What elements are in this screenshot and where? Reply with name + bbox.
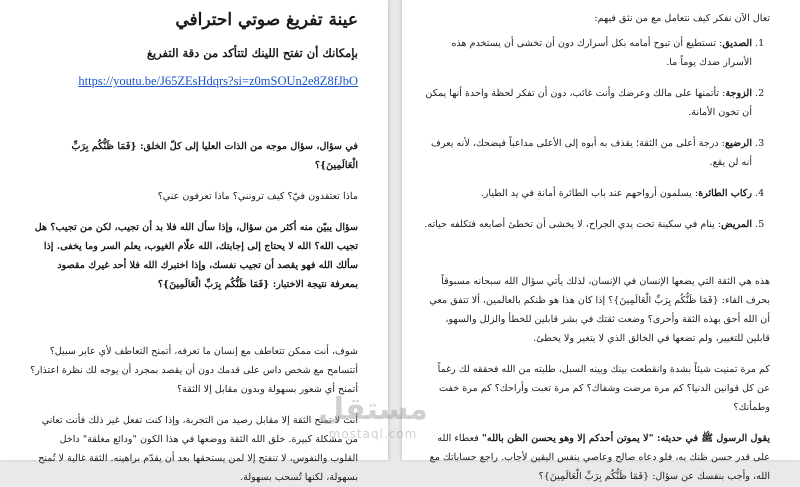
paragraph-explanation: سؤال يبيّن منه أكثر من سؤال، وإذا سأل الله فلا بد أن تجيب، لكن من تجيب؟ هل تجيب الله؟ الله لا يحتاج إلى إجابتك، الله علّام الغيوب، يعلم السر وما يخفى. إذا سألك الله فهو يقصد أن تجيب نفسك، وإذا اختبرك الله فلا أحد غيرك مقصود بمعرفة نتيجة الاختبار: {فَمَا ظَنُّكُم بِرَبِّ الْعَالَمِينَ}؟ [34,222,358,290]
list-item [422,215,752,234]
list-item [422,134,752,172]
list-item-label: المريض [721,219,752,230]
watermark-latin: mostaql.com [328,427,418,441]
trust-list [422,34,770,234]
list-item [422,184,752,203]
list-item-text: : تستطيع أن تبوح أمامه بكل أسرارك دون أن تخشى أن يستخدم هذه الأسرار ضدك يوماً ما. [451,38,752,68]
paragraph-hadith [422,429,770,486]
list-item-text: : يسلمون أرواحهم عند باب الطائرة أمانة في يد الطيار. [480,188,699,199]
list-item-label: الرضيع [724,138,752,149]
paragraph-human-trust: هذه هي الثقة التي يضعها الإنسان في الإنسان، لذلك يأتي سؤال الله سبحانه مسبوقاً بحرف الفاء: {فَمَا ظَنُّكُم بِرَبِّ الْعَالَمِينَ}؟ إذا كان هذا هو ظنكم بالعالمين، ألا تتفق معي أن الله أحق بهذه الثقة وأحرى؟ وضعت ثقتك في بشر قابلين للخطأ والزلل والسهو، قابلين للتغيير، ولم تضعها في الخالق الذي لا يتغير ولا يخطئ. [429,276,770,344]
list-item-text: : درجة أعلى من الثقة؛ يقذف به أبوه إلى الأعلى مداعباً فيضحك، لأنه يعرف أنه لن يقع. [430,138,752,168]
hadith-quote: يقول الرسول ﷺ في حديثه: "لا يموتن أحدكم إلا وهو يحسن الظن بالله" [481,433,770,444]
document-subtitle: بإمكانك أن تفتح اللينك لتتأكد من دقة التفريغ [146,46,358,60]
watermark-arabic: مستقل [318,392,428,427]
paragraph-answered-prayers: كم مرة تمنيت شيئاً بشدة وانقطعت بينك وبينه السبل، طلبته من الله فحققه لك رغماً عن كل قوانين الدنيا؟ كم مرة مرضت وشفاك؟ كم مرة تعبت وأراحك؟ كم مرة خفت وطمأنك؟ [437,364,770,413]
document-title: عينة تفريغ صوتي احترافي [175,10,358,30]
document-page-left [0,0,388,483]
list-item-text: : ينام في سكينة تحت يدي الجراح، لا يخشى أن تخطئ أصابعه فتكلفه حياته. [424,219,722,230]
paragraph-question: في سؤال، سؤال موجه من الذات العليا إلى كلّ الخلق: {فَمَا ظَنُّكُم بِرَبِّ الْعَالَمِينَ}؟ [71,141,358,171]
youtube-link[interactable]: https://youtu.be/J65ZEsHdqrs?si=z0mSOUn2e8Z8fJbO [78,74,358,88]
paragraph-trust: أنت لا تمنح الثقة إلا مقابل رصيد من التجربة، وإذا كنت تفعل غير ذلك فأنت تعاني من مشكلة كبيرة. خلق الله الثقة ووضعها في هذا الكون "ودائع مغلقة" داخل القلوب والنفوس، لا تنفتح إلا لمن يستحقها بعد أن يقدّم براهينه. الثقة غالية لا تُمنح بسهولة، لكنها تُسحب بسهولة. [38,415,358,483]
list-item-text: : تأتمنها على مالك وعرضك وأنت غائب، دون أن تفكر لحظة واحدة أنها يمكن أن تخون الأمانة. [425,88,752,118]
paragraph-empathy: شوف، أنت ممكن تتعاطف مع إنسان ما تعرفه، أتمنح التعاطف لأي عابر سبيل؟ أتتسامح مع شخص داس على قدمك دون أن يقصد بمجرد أن يوجه لك نظرة اعتذار؟ أتمنح أي شعور بسهولة وبدون مقابل إلا الثقة؟ [30,346,358,395]
paragraph-short: ماذا تعتقدون فيّ؟ كيف ترونني؟ ماذا تعرفون عني؟ [157,191,358,202]
hadith-commentary: فعطاء الله على قدر حسن ظنك به، فلو دعاه صالح وعاصي بنفس اليقين لأجاب. راجع حساباتك مع الله، وأجب بنفسك عن سؤال: {فَمَا ظَنُّكُم بِرَبِّ الْعَالَمِينَ}؟ [429,433,770,482]
list-item [422,84,752,122]
list-item [422,34,752,72]
list-item-label: الصديق [722,38,752,49]
list-item-label: الزوجة [725,88,752,99]
list-intro: تعال الآن نفكر كيف نتعامل مع من نثق فيهم: [594,13,770,24]
list-item-label: ركاب الطائرة [698,188,752,199]
document-page-right [402,0,800,482]
